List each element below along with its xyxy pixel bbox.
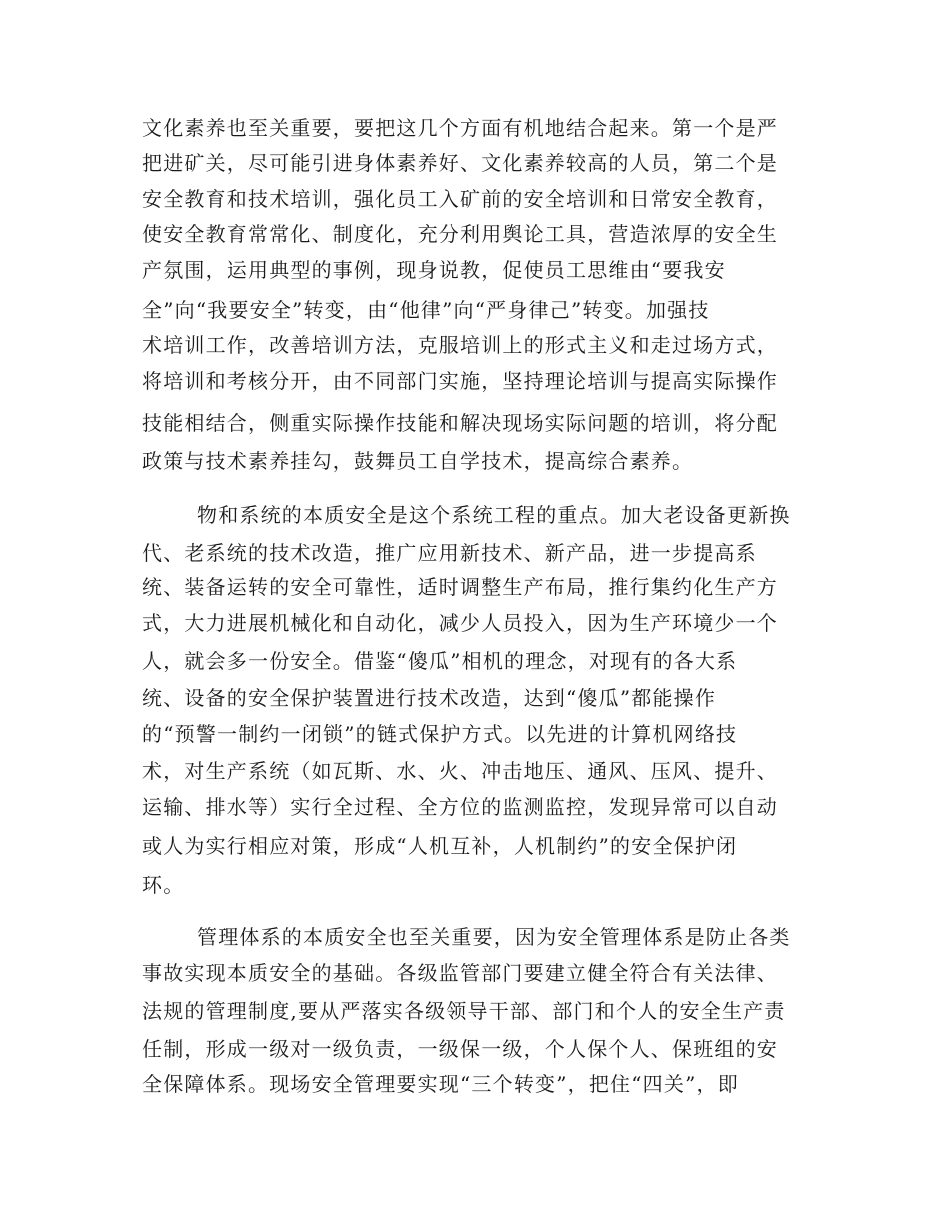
paragraph-line: 全保障体系。现场安全管理要实现“三个转变”，把住“四关”，即 bbox=[142, 1072, 739, 1096]
paragraph-line: 管理体系的本质安全也至关重要，因为安全管理体系是防止各类 bbox=[197, 925, 791, 949]
paragraph-line: 人，就会多一份安全。借鉴“傻瓜”相机的理念，对现有的各大系 bbox=[142, 649, 738, 673]
paragraph-line: 统、设备的安全保护装置进行技术改造，达到“傻瓜”都能操作 bbox=[142, 686, 717, 710]
paragraph-line: 术培训工作，改善培训方法，克服培训上的形式主义和走过场方式， bbox=[142, 333, 778, 357]
paragraph-line: 运输、排水等）实行全过程、全方位的监测监控，发现异常可以自动 bbox=[142, 795, 778, 819]
paragraph-line: 式，大力进展机械化和自动化，减少人员投入，因为生产环境少一个 bbox=[142, 611, 778, 635]
paragraph-line: 的“预警一制约一闭锁”的链式保护方式。以先进的计算机网络技 bbox=[142, 722, 738, 746]
paragraph-line: 术，对生产系统（如瓦斯、水、火、冲击地压、通风、压风、提升、 bbox=[142, 759, 778, 783]
paragraph-line: 将培训和考核分开，由不同部门实施，坚持理论培训与提高实际操作 bbox=[142, 369, 778, 393]
paragraph-line: 政策与技术素养挂勾，鼓舞员工自学技术，提高综合素养。 bbox=[142, 449, 694, 473]
paragraph-line: 产氛围，运用典型的事例，现身说教，促使员工思维由“要我安 bbox=[142, 258, 726, 282]
paragraph-line: 或人为实行相应对策，形成“人机互补，人机制约”的安全保护闭 bbox=[142, 834, 738, 858]
paragraph-line: 文化素养也至关重要，要把这几个方面有机地结合起来。第一个是严 bbox=[142, 116, 778, 140]
paragraph-line: 技能相结合，侧重实际操作技能和解决现场实际问题的培训，将分配 bbox=[142, 411, 778, 435]
paragraph-line: 环。 bbox=[142, 873, 185, 897]
paragraph-line: 把进矿关，尽可能引进身体素养好、文化素养较高的人员，第二个是 bbox=[142, 151, 778, 175]
paragraph-line: 代、老系统的技术改造，推广应用新技术、新产品，进一步提高系 bbox=[142, 541, 757, 565]
paragraph-line: 统、装备运转的安全可靠性，适时调整生产布局，推行集约化生产方 bbox=[142, 575, 778, 599]
paragraph-line: 法规的管理制度,要从严落实各级领导干部、部门和个人的安全生产责 bbox=[142, 999, 786, 1023]
paragraph-line: 安全教育和技术培训，强化员工入矿前的安全培训和日常安全教育， bbox=[142, 187, 778, 211]
paragraph-line: 任制，形成一级对一级负责，一级保一级，个人保个人、保班组的安 bbox=[142, 1037, 778, 1061]
paragraph-line: 事故实现本质安全的基础。各级监管部门要建立健全符合有关法律、 bbox=[142, 961, 778, 985]
paragraph-line: 物和系统的本质安全是这个系统工程的重点。加大老设备更新换 bbox=[197, 503, 791, 527]
paragraph-line: 全”向“我要安全”转变，由“他律”向“严身律己”转变。加强技 bbox=[142, 298, 710, 322]
paragraph-line: 使安全教育常常化、制度化，充分利用舆论工具，营造浓厚的安全生 bbox=[142, 222, 778, 246]
